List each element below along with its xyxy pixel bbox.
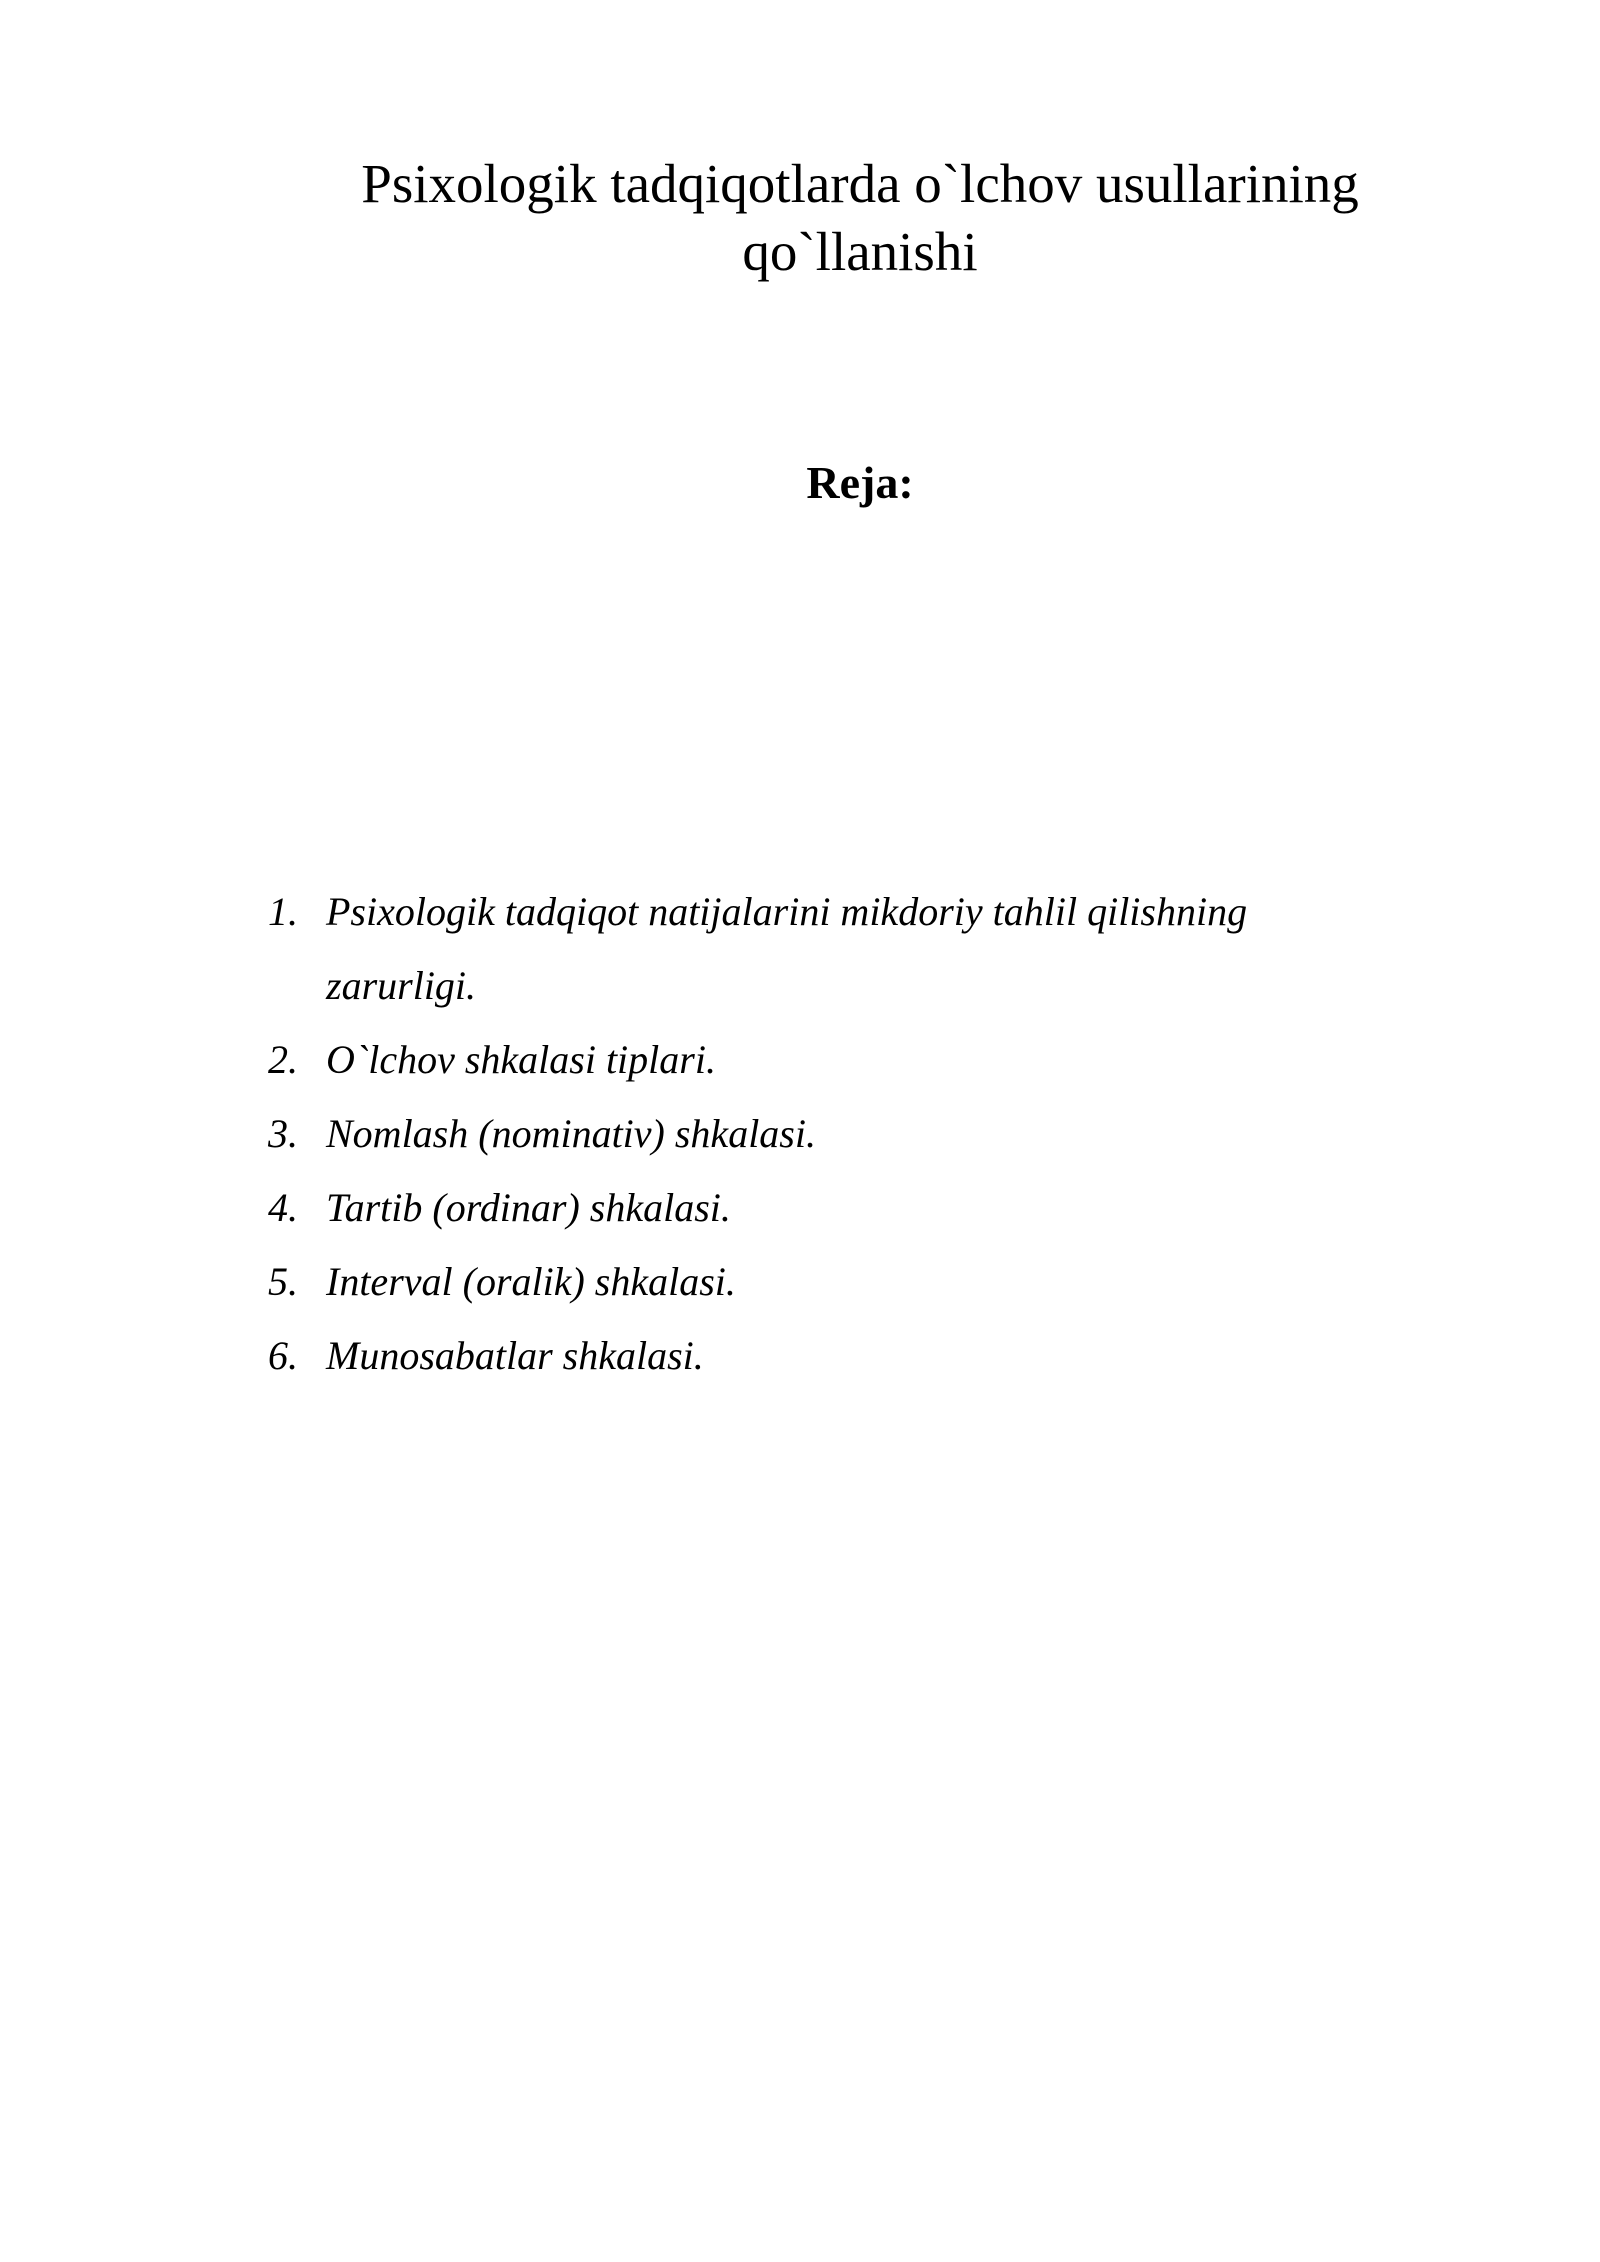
list-item	[268, 1245, 1388, 1319]
list-item-number: 5.	[268, 1259, 298, 1304]
list-item-number: 3.	[268, 1111, 298, 1156]
list-item-number: 1.	[268, 889, 298, 934]
list-item	[268, 1171, 1388, 1245]
list-item-text: Munosabatlar shkalasi.	[326, 1333, 704, 1378]
list-item-number: 4.	[268, 1185, 298, 1230]
list-item-number: 6.	[268, 1333, 298, 1378]
list-item	[268, 875, 1388, 1023]
page-title: Psixologik tadqiqotlarda o`lchov usullarining qo`llanishi	[361, 153, 1359, 282]
list-item-text: O`lchov shkalasi tiplari.	[326, 1037, 716, 1082]
plan-list	[268, 875, 1388, 1393]
list-item	[268, 1097, 1388, 1171]
plan-heading: Reja:	[806, 457, 914, 508]
list-item	[268, 1023, 1388, 1097]
list-item-text: Interval (oralik) shkalasi.	[326, 1259, 736, 1304]
list-item-text: Psixologik tadqiqot natijalarini mikdoriy tahlil qilishning zarurligi.	[326, 889, 1248, 1008]
list-item	[268, 1319, 1388, 1393]
list-item-number: 2.	[268, 1037, 298, 1082]
list-item-text: Tartib (ordinar) shkalasi.	[326, 1185, 731, 1230]
list-item-text: Nomlash (nominativ) shkalasi.	[326, 1111, 816, 1156]
